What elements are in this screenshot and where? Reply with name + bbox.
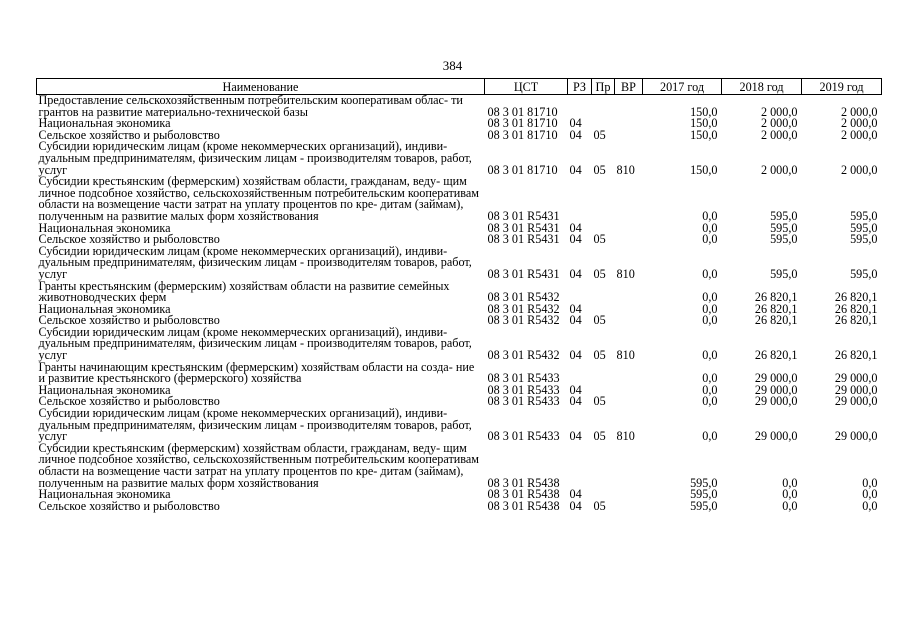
cell-name: Сельское хозяйство и рыболовство [38,127,220,142]
cell-2018: 29 000,0 [754,371,798,386]
cell-2018: 2 000,0 [760,104,798,119]
cell-cst: 08 3 01 R5438 [487,475,560,490]
cell-name: Сельское хозяйство и рыболовство [38,232,220,247]
cell-vr [615,489,643,501]
cell-2018: 2 000,0 [760,162,798,177]
cell-2018: 26 820,1 [754,290,798,305]
table-row [37,443,882,489]
cell-pr [592,176,615,222]
cell-rz: 04 [569,394,582,409]
cell-vr [615,501,643,513]
cell-pr: 05 [593,232,606,247]
cell-2017: 595,0 [690,487,718,502]
cell-cst: 08 3 01 81710 [487,162,558,177]
cell-rz: 04 [569,220,582,235]
cell-name: Субсидии юридическим лицам (кроме некоммерческих организаций), индиви- дуальным предпринимателям, физическим лицам - производителям товаров, работ, услуг [38,406,472,444]
cell-rz [568,443,592,489]
table-row [37,141,882,176]
cell-rz [568,95,592,119]
cell-rz: 04 [569,127,582,142]
cell-rz: 04 [569,487,582,502]
cell-2017: 0,0 [702,313,718,328]
cell-vr [615,281,643,304]
header-name: Наименование [37,79,485,95]
table-row [37,281,882,304]
cell-rz: 04 [569,429,582,444]
header-vr: ВР [615,79,643,95]
cell-pr [592,281,615,304]
header-cst: ЦСТ [485,79,568,95]
cell-pr [592,443,615,489]
cell-2019: 595,0 [850,266,878,281]
cell-2018: 0,0 [782,498,798,513]
table-row [37,95,882,119]
cell-2018: 0,0 [782,487,798,502]
header-2017: 2017 год [643,79,722,95]
cell-2019: 0,0 [862,498,878,513]
cell-name: Сельское хозяйство и рыболовство [38,394,220,409]
cell-rz: 04 [569,498,582,513]
cell-2017: 0,0 [702,208,718,223]
table-row [37,176,882,222]
cell-2018: 26 820,1 [754,348,798,363]
cell-2017: 0,0 [702,382,718,397]
cell-pr: 05 [593,348,606,363]
cell-vr [615,443,643,489]
cell-2019: 595,0 [850,232,878,247]
cell-vr [615,130,643,142]
table-row [37,327,882,362]
cell-pr: 05 [593,127,606,142]
cell-2017: 595,0 [690,475,718,490]
cell-2019: 2 000,0 [840,127,878,142]
cell-2017: 0,0 [702,394,718,409]
cell-name: Национальная экономика [38,301,171,316]
cell-2019: 29 000,0 [834,382,878,397]
cell-vr [615,304,643,316]
cell-2019: 0,0 [862,475,878,490]
cell-2017: 0,0 [702,348,718,363]
cell-rz: 04 [569,382,582,397]
cell-2017: 0,0 [702,266,718,281]
cell-rz [568,281,592,304]
cell-2019: 29 000,0 [834,394,878,409]
cell-2018: 0,0 [782,475,798,490]
cell-vr [615,385,643,397]
cell-vr [615,176,643,222]
page-number: 384 [442,58,463,73]
cell-pr: 05 [593,429,606,444]
cell-pr: 05 [593,266,606,281]
cell-name: Гранты крестьянским (фермерским) хозяйствам области на развитие семейных животноводческих ферм [38,278,450,305]
cell-2019: 26 820,1 [834,348,878,363]
cell-vr [615,234,643,246]
cell-rz [568,362,592,385]
cell-2018: 595,0 [770,232,798,247]
cell-rz: 04 [569,348,582,363]
cell-2019: 595,0 [850,208,878,223]
cell-2018: 29 000,0 [754,382,798,397]
cell-cst: 08 3 01 R5432 [487,301,560,316]
cell-name: Субсидии юридическим лицам (кроме некоммерческих организаций), индиви- дуальным предпринимателям, физическим лицам - производителям товаров, работ, услуг [38,139,472,177]
cell-rz: 04 [569,266,582,281]
cell-2017: 0,0 [702,220,718,235]
cell-2019: 595,0 [850,220,878,235]
cell-vr [615,315,643,327]
cell-name: Предоставление сельскохозяйственным потребительским кооперативам облас- ти грантов на развитие материально-технической базы [38,93,463,119]
cell-2017: 0,0 [702,371,718,386]
cell-2017: 150,0 [690,116,718,131]
cell-cst: 08 3 01 R5433 [487,394,560,409]
cell-2019: 29 000,0 [834,429,878,444]
cell-name: Субсидии крестьянским (фермерским) хозяйствам области, гражданам, веду- щим личное подсобное хозяйство, сельскохозяйственным потребительским кооперативам области на возмещение части затрат на уплату процентов по кре- дитам (займам), полученным на развитие малых форм хозяйствования [38,440,480,490]
cell-2019: 26 820,1 [834,290,878,305]
cell-cst: 08 3 01 R5431 [487,220,560,235]
cell-cst: 08 3 01 R5438 [487,498,560,513]
cell-rz: 04 [569,162,582,177]
cell-pr: 05 [593,498,606,513]
cell-rz: 04 [569,232,582,247]
cell-vr [615,95,643,119]
cell-2017: 150,0 [690,104,718,119]
cell-cst: 08 3 01 R5433 [487,382,560,397]
cell-2017: 595,0 [690,498,718,513]
cell-2019: 26 820,1 [834,313,878,328]
cell-cst: 08 3 01 R5432 [487,348,560,363]
cell-2017: 0,0 [702,429,718,444]
cell-2017: 0,0 [702,232,718,247]
cell-vr: 810 [616,266,635,281]
cell-2019: 2 000,0 [840,116,878,131]
cell-2019: 26 820,1 [834,301,878,316]
cell-cst: 08 3 01 R5431 [487,208,560,223]
cell-rz: 04 [569,116,582,131]
cell-cst: 08 3 01 R5433 [487,429,560,444]
cell-2019: 0,0 [862,487,878,502]
cell-2019: 29 000,0 [834,371,878,386]
cell-2018: 29 000,0 [754,429,798,444]
cell-name: Субсидии крестьянским (фермерским) хозяйствам области, гражданам, веду- щим личное подсобное хозяйство, сельскохозяйственным потребительским кооперативам области на возмещение части затрат на уплату процентов по кре- дитам (займам), полученным на развитие малых форм хозяйствования [38,174,480,223]
cell-name: Гранты начинающим крестьянским (фермерским) хозяйствам области на созда- ние и развитие крестьянского (фермерского) хозяйства [38,359,475,386]
cell-2018: 595,0 [770,208,798,223]
cell-cst: 08 3 01 R5431 [487,266,560,281]
header-rz: РЗ [568,79,592,95]
cell-vr: 810 [616,429,635,444]
cell-cst: 08 3 01 R5433 [487,371,560,386]
cell-name: Сельское хозяйство и рыболовство [38,498,220,513]
header-2019: 2019 год [802,79,882,95]
cell-cst: 08 3 01 R5432 [487,290,560,305]
cell-vr [615,118,643,130]
cell-vr: 810 [616,162,635,177]
budget-table [36,78,882,512]
header-pr: Пр [592,79,615,95]
cell-2017: 150,0 [690,127,718,142]
header-2018: 2018 год [722,79,802,95]
cell-pr [592,362,615,385]
cell-cst: 08 3 01 R5431 [487,232,560,247]
cell-2019: 2 000,0 [840,104,878,119]
cell-cst: 08 3 01 R5432 [487,313,560,328]
cell-vr [615,362,643,385]
cell-name: Национальная экономика [38,116,171,131]
cell-pr [592,95,615,119]
cell-2018: 26 820,1 [754,301,798,316]
cell-2017: 0,0 [702,290,718,305]
cell-name: Национальная экономика [38,487,171,502]
table-row [37,246,882,281]
cell-2018: 595,0 [770,220,798,235]
cell-rz: 04 [569,301,582,316]
cell-cst: 08 3 01 R5438 [487,487,560,502]
cell-pr: 05 [593,394,606,409]
cell-rz: 04 [569,313,582,328]
cell-2018: 2 000,0 [760,116,798,131]
cell-2019: 2 000,0 [840,162,878,177]
cell-pr: 05 [593,162,606,177]
cell-cst: 08 3 01 81710 [487,116,558,131]
cell-2018: 595,0 [770,266,798,281]
cell-name: Национальная экономика [38,220,171,235]
cell-cst: 08 3 01 81710 [487,104,558,119]
cell-name: Сельское хозяйство и рыболовство [38,313,220,328]
cell-2017: 150,0 [690,162,718,177]
cell-name: Субсидии юридическим лицам (кроме некоммерческих организаций), индиви- дуальным предпринимателям, физическим лицам - производителям товаров, работ, услуг [38,243,472,281]
cell-2018: 29 000,0 [754,394,798,409]
cell-rz [568,176,592,222]
cell-cst: 08 3 01 81710 [487,127,558,142]
table-row [37,501,882,513]
cell-vr: 810 [616,348,635,363]
cell-2018: 26 820,1 [754,313,798,328]
cell-pr: 05 [593,313,606,328]
table-row [37,408,882,443]
cell-2018: 2 000,0 [760,127,798,142]
cell-name: Субсидии юридическим лицам (кроме некоммерческих организаций), индиви- дуальным предпринимателям, физическим лицам - производителям товаров, работ, услуг [38,324,472,363]
cell-vr [615,396,643,408]
table-row [37,362,882,385]
cell-vr [615,223,643,235]
cell-2017: 0,0 [702,301,718,316]
cell-name: Национальная экономика [38,382,171,397]
